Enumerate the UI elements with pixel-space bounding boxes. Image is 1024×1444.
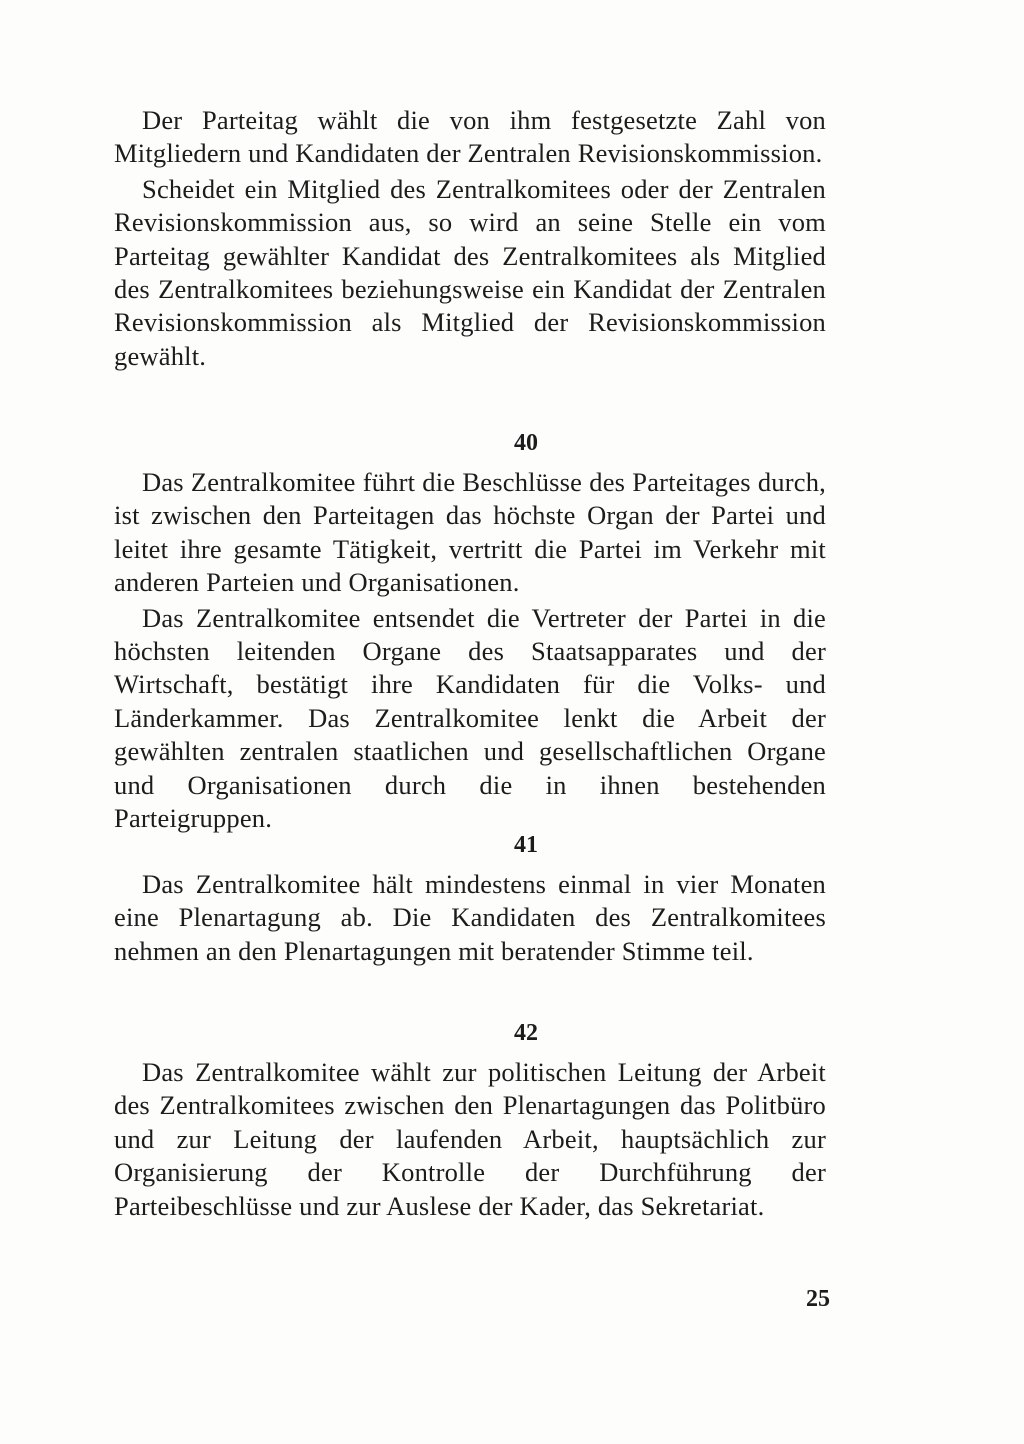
paragraph: Scheidet ein Mitglied des Zentralkomitees oder der Zentralen Revisionskommission aus, so wird an seine Stelle ein vom Parteitag gewählter Kandidat des Zentralkomitees als Mitglied des Zentralkomitees beziehungsweise ein Kandidat der Zentralen Revisionskommission als Mitglied der Revisionskommission gewählt.	[114, 173, 826, 371]
paragraph: Das Zentralkomitee entsendet die Vertreter der Partei in die höchsten leitenden Organe des Staatsapparates und der Wirtschaft, bestätigt ihre Kandidaten für die Volks- und Länderkammer. Das Zentralkomitee lenkt die Arbeit der gewählten zentralen staatlichen und gesellschaftlichen Organe und Organisationen durch die in ihnen bestehenden Parteigruppen.	[114, 602, 826, 834]
section-number: 42	[514, 1020, 538, 1046]
section-41-text	[114, 868, 826, 968]
section-number: 40	[514, 430, 538, 456]
section-number: 41	[514, 832, 538, 858]
paragraph: Das Zentralkomitee wählt zur politischen Leitung der Arbeit des Zentralkomitees zwischen den Plenartagungen das Politbüro und zur Leitung der laufenden Arbeit, hauptsächlich zur Organisierung der Kontrolle der Durchführung der Parteibeschlüsse und zur Auslese der Kader, das Sekretariat.	[114, 1057, 826, 1221]
paragraph: Das Zentralkomitee hält mindestens einmal in vier Monaten eine Plenartagung ab. Die Kandidaten des Zentralkomitees nehmen an den Plenartagungen mit beratender Stimme teil.	[114, 869, 826, 966]
page-number: 25	[806, 1286, 830, 1312]
section-40-text	[114, 466, 826, 835]
section-42-text	[114, 1056, 826, 1223]
paragraph: Das Zentralkomitee führt die Beschlüsse des Parteitages durch, ist zwischen den Parteitagen das höchste Organ der Partei und leitet ihre gesamte Tätigkeit, vertritt die Partei im Verkehr mit anderen Parteien und Organisationen.	[114, 467, 826, 598]
paragraph: Der Parteitag wählt die von ihm festgesetzte Zahl von Mitgliedern und Kandidaten der Zentralen Revisionskommission.	[114, 105, 826, 169]
opening-text-block	[114, 104, 826, 373]
